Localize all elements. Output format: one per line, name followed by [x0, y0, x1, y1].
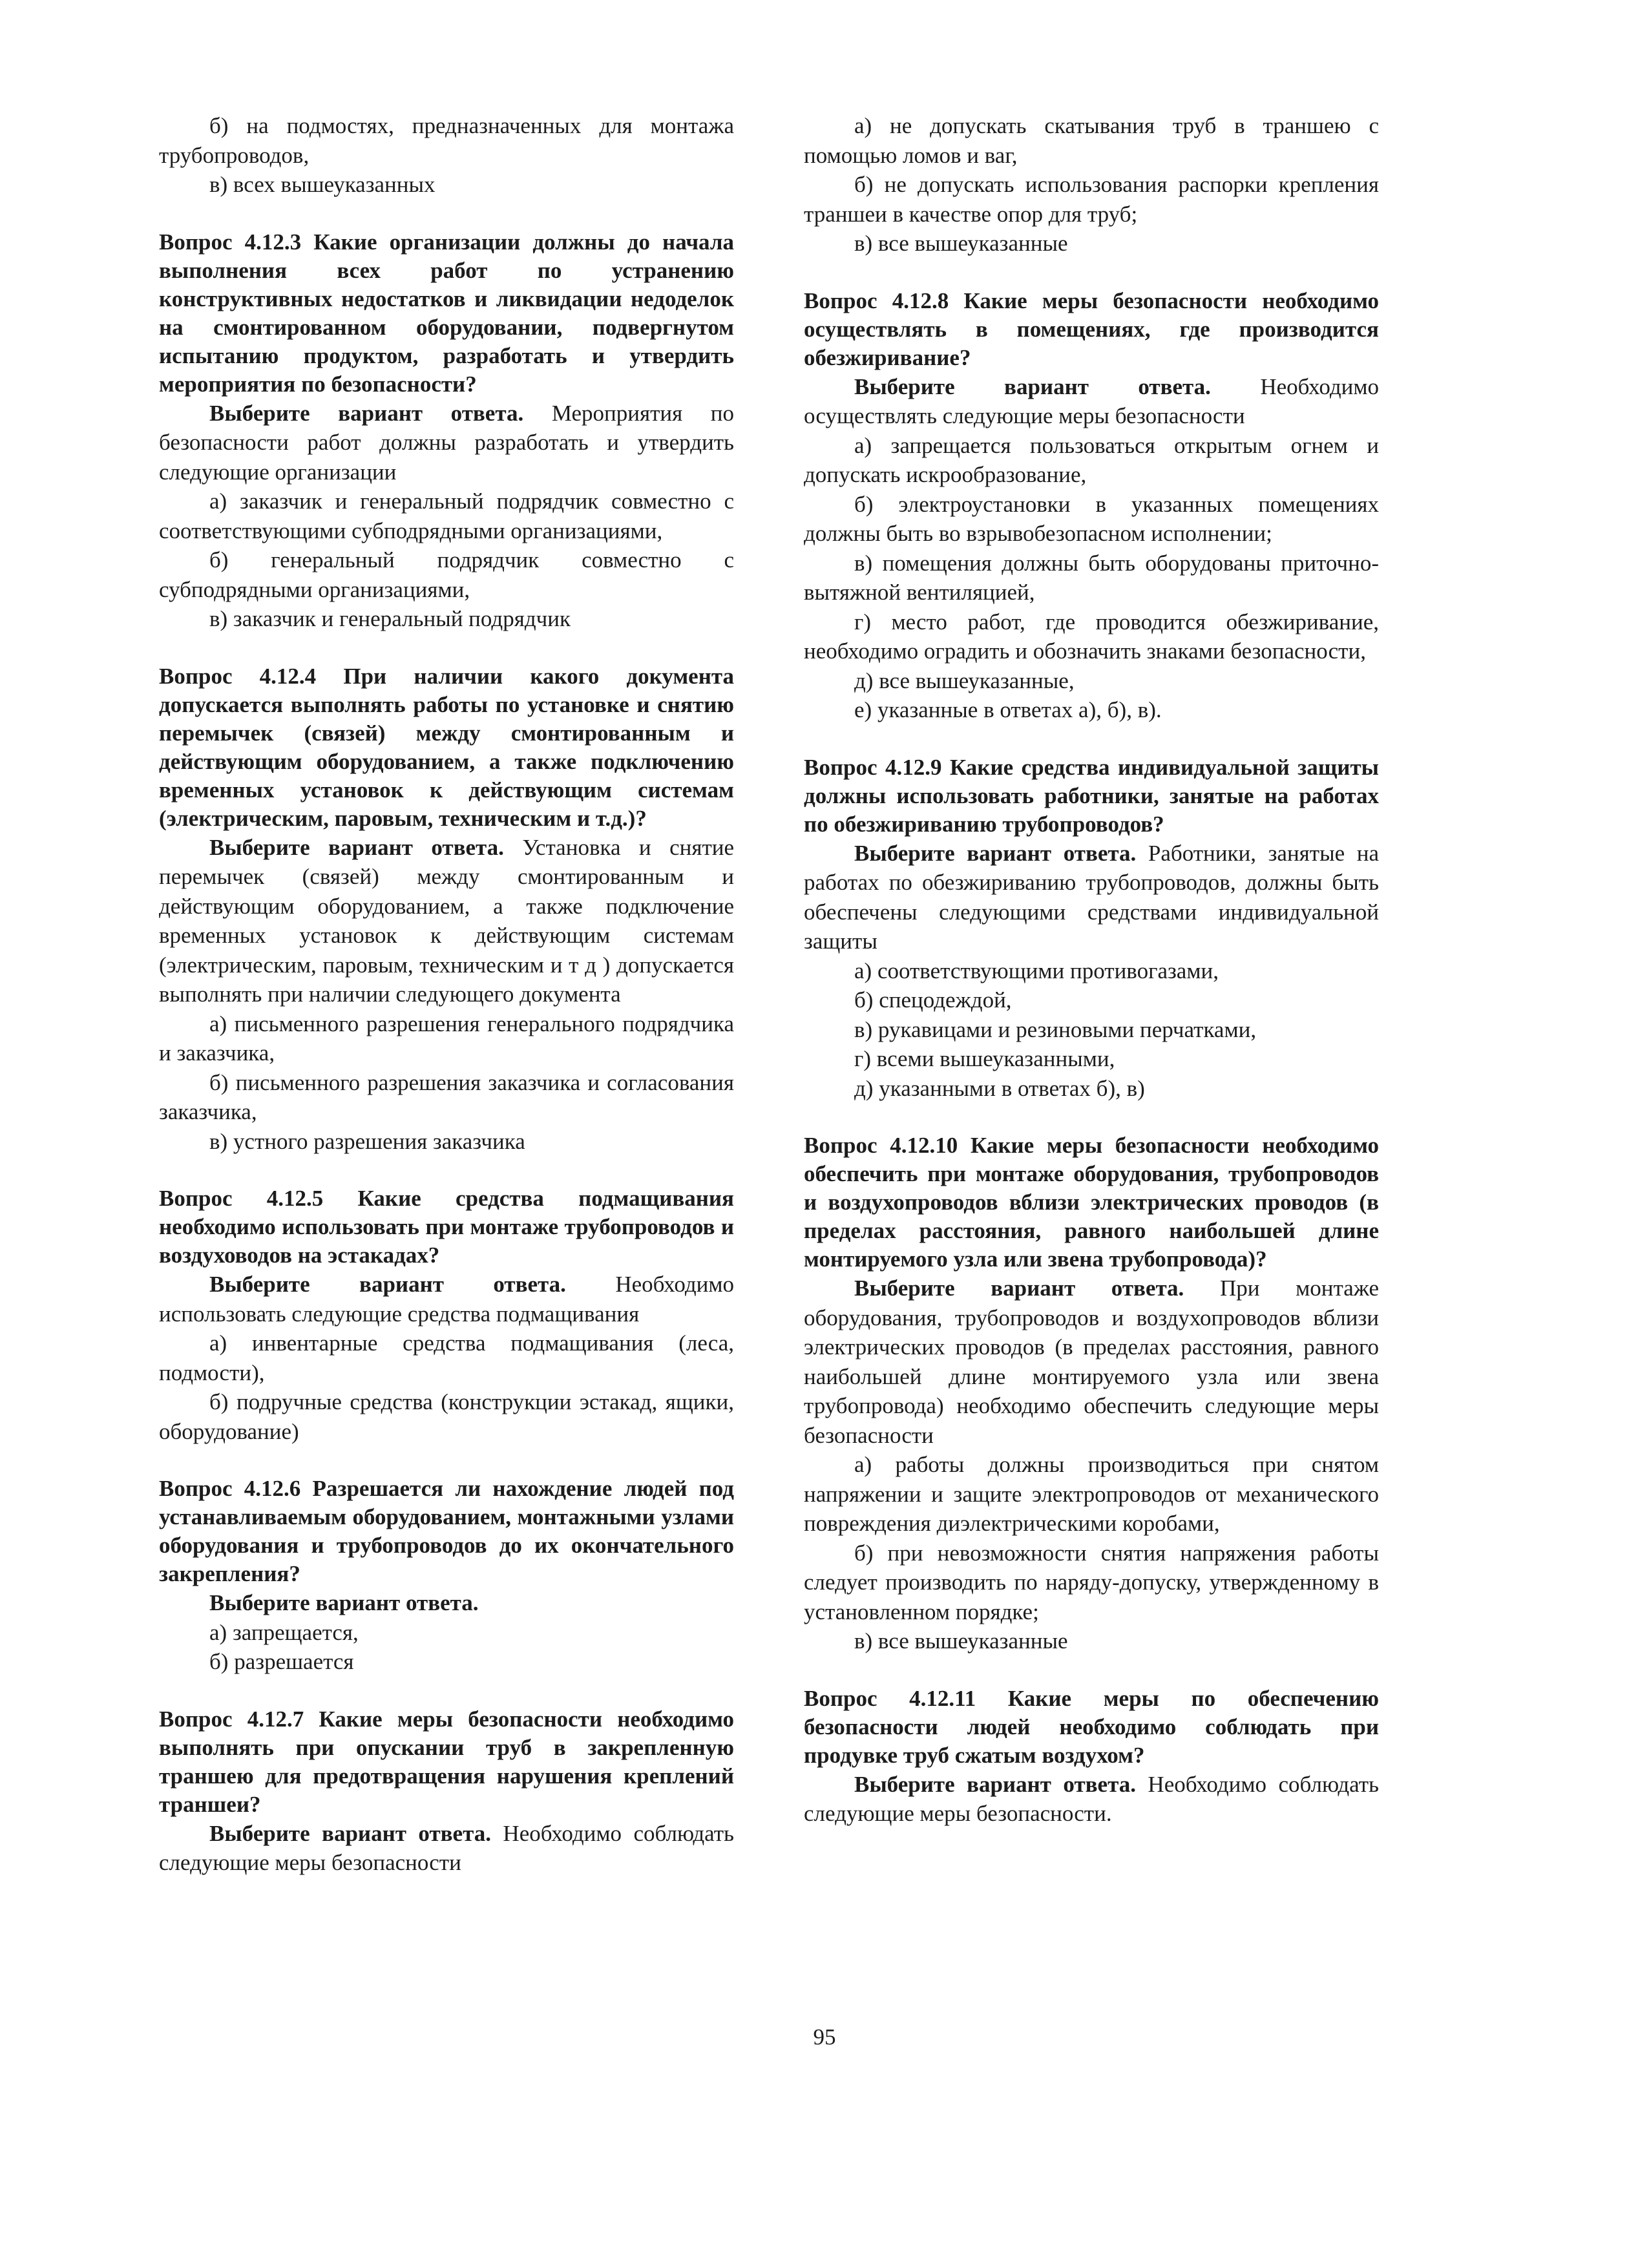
option: д) все вышеуказанные, — [854, 667, 1075, 693]
option: в) заказчик и генеральный подрядчик — [209, 606, 571, 631]
option: в) рукавицами и резиновыми перчатками, — [854, 1016, 1257, 1042]
answer-intro — [804, 1274, 1379, 1450]
option: б) при невозможности снятия напряжения работы следует производить по наряду-допуску, утвержденному в установленном порядке; — [804, 1540, 1379, 1624]
option: в) все вышеуказанные — [854, 231, 1068, 256]
option: б) разрешается — [209, 1649, 354, 1674]
option: г) всеми вышеуказанными, — [854, 1046, 1115, 1071]
answer-lead: Выберите вариант ответа. — [209, 834, 504, 860]
option: а) работы должны производиться при снятом напряжении и защите электропроводов от механического повреждения диэлектрическими коробами, — [804, 1452, 1379, 1536]
option: в) все вышеуказанные — [854, 1628, 1068, 1654]
option: б) письменного разрешения заказчика и согласования заказчика, — [159, 1069, 734, 1124]
option: д) указанными в ответах б), в) — [854, 1075, 1145, 1101]
option: а) инвентарные средства подмащивания (леса, подмости), — [159, 1330, 734, 1385]
question-heading: Вопрос 4.12.7 Какие меры безопасности необходимо выполнять при опускании труб в закрепленную траншею для предотвращения нарушения креплений траншеи? — [159, 1706, 734, 1817]
option: б) не допускать использования распорки крепления траншеи в качестве опор для труб; — [804, 172, 1379, 227]
answer-intro — [804, 1770, 1379, 1829]
answer-lead: Выберите вариант ответа. — [854, 840, 1137, 866]
option: е) указанные в ответах а), б), в). — [854, 697, 1162, 722]
answer-text: Установка и снятие перемычек (связей) между смонтированным и действующим оборудованием, а также подключение временных установок к действующим системам (электрическим, паровым, техническим и т д ) допускается выполнять при наличии следующего документа — [159, 834, 735, 1007]
answer-intro — [159, 1270, 734, 1328]
option: а) не допускать скатывания труб в траншею с помощью ломов и ваг, — [804, 113, 1379, 168]
question-heading: Вопрос 4.12.8 Какие меры безопасности необходимо осуществлять в помещениях, где производится обезжиривание? — [804, 288, 1379, 370]
answer-intro — [159, 1819, 734, 1878]
page-number: 95 — [813, 2024, 836, 2050]
answer-lead: Выберите вариант ответа. — [854, 1276, 1184, 1301]
option: б) спецодеждой, — [854, 987, 1012, 1013]
question-heading: Вопрос 4.12.3 Какие организации должны до начала выполнения всех работ по устранению конструктивных недостатков и ликвидации недоделок на смонтированном оборудовании, подвергнутом испытанию продуктом, разработать и утвердить мероприятия по безопасности? — [159, 229, 734, 397]
option: б) электроустановки в указанных помещениях должны быть во взрывобезопасном исполнении; — [804, 491, 1379, 546]
question-4-12-3 — [159, 228, 734, 634]
answer-lead: Выберите вариант ответа. — [854, 1771, 1136, 1797]
question-heading: Вопрос 4.12.10 Какие меры безопасности необходимо обеспечить при монтаже оборудования, трубопроводов и воздухопроводов вблизи электрических проводов (в пределах расстояния, равного наибольшей длине монтируемого узла или звена трубопровода)? — [804, 1133, 1379, 1272]
question-heading: Вопрос 4.12.4 При наличии какого документа допускается выполнять работы по установке и снятию перемычек (связей) между смонтированным и действующим оборудованием, а также подключению временных установок к действующим системам (электрическим, паровым, техническим и т.д.)? — [159, 663, 734, 831]
answer-lead: Выберите вариант ответа. — [209, 1590, 479, 1615]
option: б) генеральный подрядчик совместно с субподрядными организациями, — [159, 547, 734, 602]
option: б) на подмостях, предназначенных для монтажа трубопроводов, — [159, 113, 734, 168]
left-column — [159, 111, 734, 1906]
option: а) письменного разрешения генерального подрядчика и заказчика, — [159, 1011, 734, 1066]
answer-lead: Выберите вариант ответа. — [209, 400, 524, 426]
question-heading: Вопрос 4.12.11 Какие меры по обеспечению безопасности людей необходимо соблюдать при продувке труб сжатым воздухом? — [804, 1685, 1379, 1768]
continued-options-right — [804, 111, 1379, 258]
answer-lead: Выберите вариант ответа. — [854, 373, 1211, 399]
answer-lead: Выберите вариант ответа. — [209, 1272, 566, 1297]
question-4-12-6 — [159, 1475, 734, 1677]
answer-intro — [159, 833, 734, 1009]
answer-text: Необходимо осуществлять следующие меры безопасности — [804, 373, 1380, 428]
answer-text: Работники, занятые на работах по обезжириванию трубопроводов, должны быть обеспечены следующими средствами индивидуальной защиты — [804, 840, 1380, 954]
answer-text: Мероприятия по безопасности работ должны разработать и утвердить следующие организации — [159, 400, 735, 485]
answer-intro — [159, 399, 734, 487]
question-4-12-4 — [159, 662, 734, 1157]
option: в) устного разрешения заказчика — [209, 1128, 525, 1154]
right-column — [804, 111, 1379, 1857]
question-4-12-8 — [804, 287, 1379, 725]
answer-text: Необходимо использовать следующие средства подмащивания — [159, 1272, 735, 1327]
option: а) заказчик и генеральный подрядчик совместно с соответствующими субподрядными организациями, — [159, 488, 734, 543]
answer-text: Необходимо соблюдать следующие меры безопасности. — [804, 1771, 1380, 1826]
option: в) всех вышеуказанных — [209, 172, 436, 197]
option: а) запрещается пользоваться открытым огнем и допускать искрообразование, — [804, 432, 1379, 487]
answer-text: Необходимо соблюдать следующие меры безопасности — [159, 1820, 735, 1875]
question-4-12-5 — [159, 1184, 734, 1446]
option: а) соответствующими противогазами, — [854, 958, 1219, 983]
answer-intro — [804, 372, 1379, 431]
option: г) место работ, где проводится обезжиривание, необходимо оградить и обозначить знаками безопасности, — [804, 609, 1379, 664]
option: б) подручные средства (конструкции эстакад, ящики, оборудование) — [159, 1389, 734, 1444]
answer-intro — [159, 1588, 734, 1618]
option: а) запрещается, — [209, 1619, 359, 1645]
question-4-12-7 — [159, 1705, 734, 1878]
continued-options-left — [159, 111, 734, 200]
question-heading: Вопрос 4.12.6 Разрешается ли нахождение людей под устанавливаемым оборудованием, монтажными узлами оборудования и трубопроводов до их окончательного закрепления? — [159, 1476, 734, 1586]
question-4-12-11 — [804, 1685, 1379, 1829]
option: в) помещения должны быть оборудованы приточно-вытяжной вентиляцией, — [804, 550, 1379, 605]
answer-lead: Выберите вариант ответа. — [209, 1820, 491, 1846]
answer-text: При монтаже оборудования, трубопроводов и воздухопроводов вблизи электрических проводов (в пределах расстояния, равного наибольшей длине монтируемого узла или звена трубопровода) необходимо обеспечить следующие меры безопасности — [804, 1276, 1379, 1448]
question-heading: Вопрос 4.12.5 Какие средства подмащивания необходимо использовать при монтаже трубопроводов и воздуховодов на эстакадах? — [159, 1186, 734, 1268]
question-4-12-10 — [804, 1131, 1379, 1656]
question-heading: Вопрос 4.12.9 Какие средства индивидуальной защиты должны использовать работники, занятые на работах по обезжириванию трубопроводов? — [804, 754, 1379, 837]
answer-intro — [804, 839, 1379, 956]
question-4-12-9 — [804, 753, 1379, 1104]
